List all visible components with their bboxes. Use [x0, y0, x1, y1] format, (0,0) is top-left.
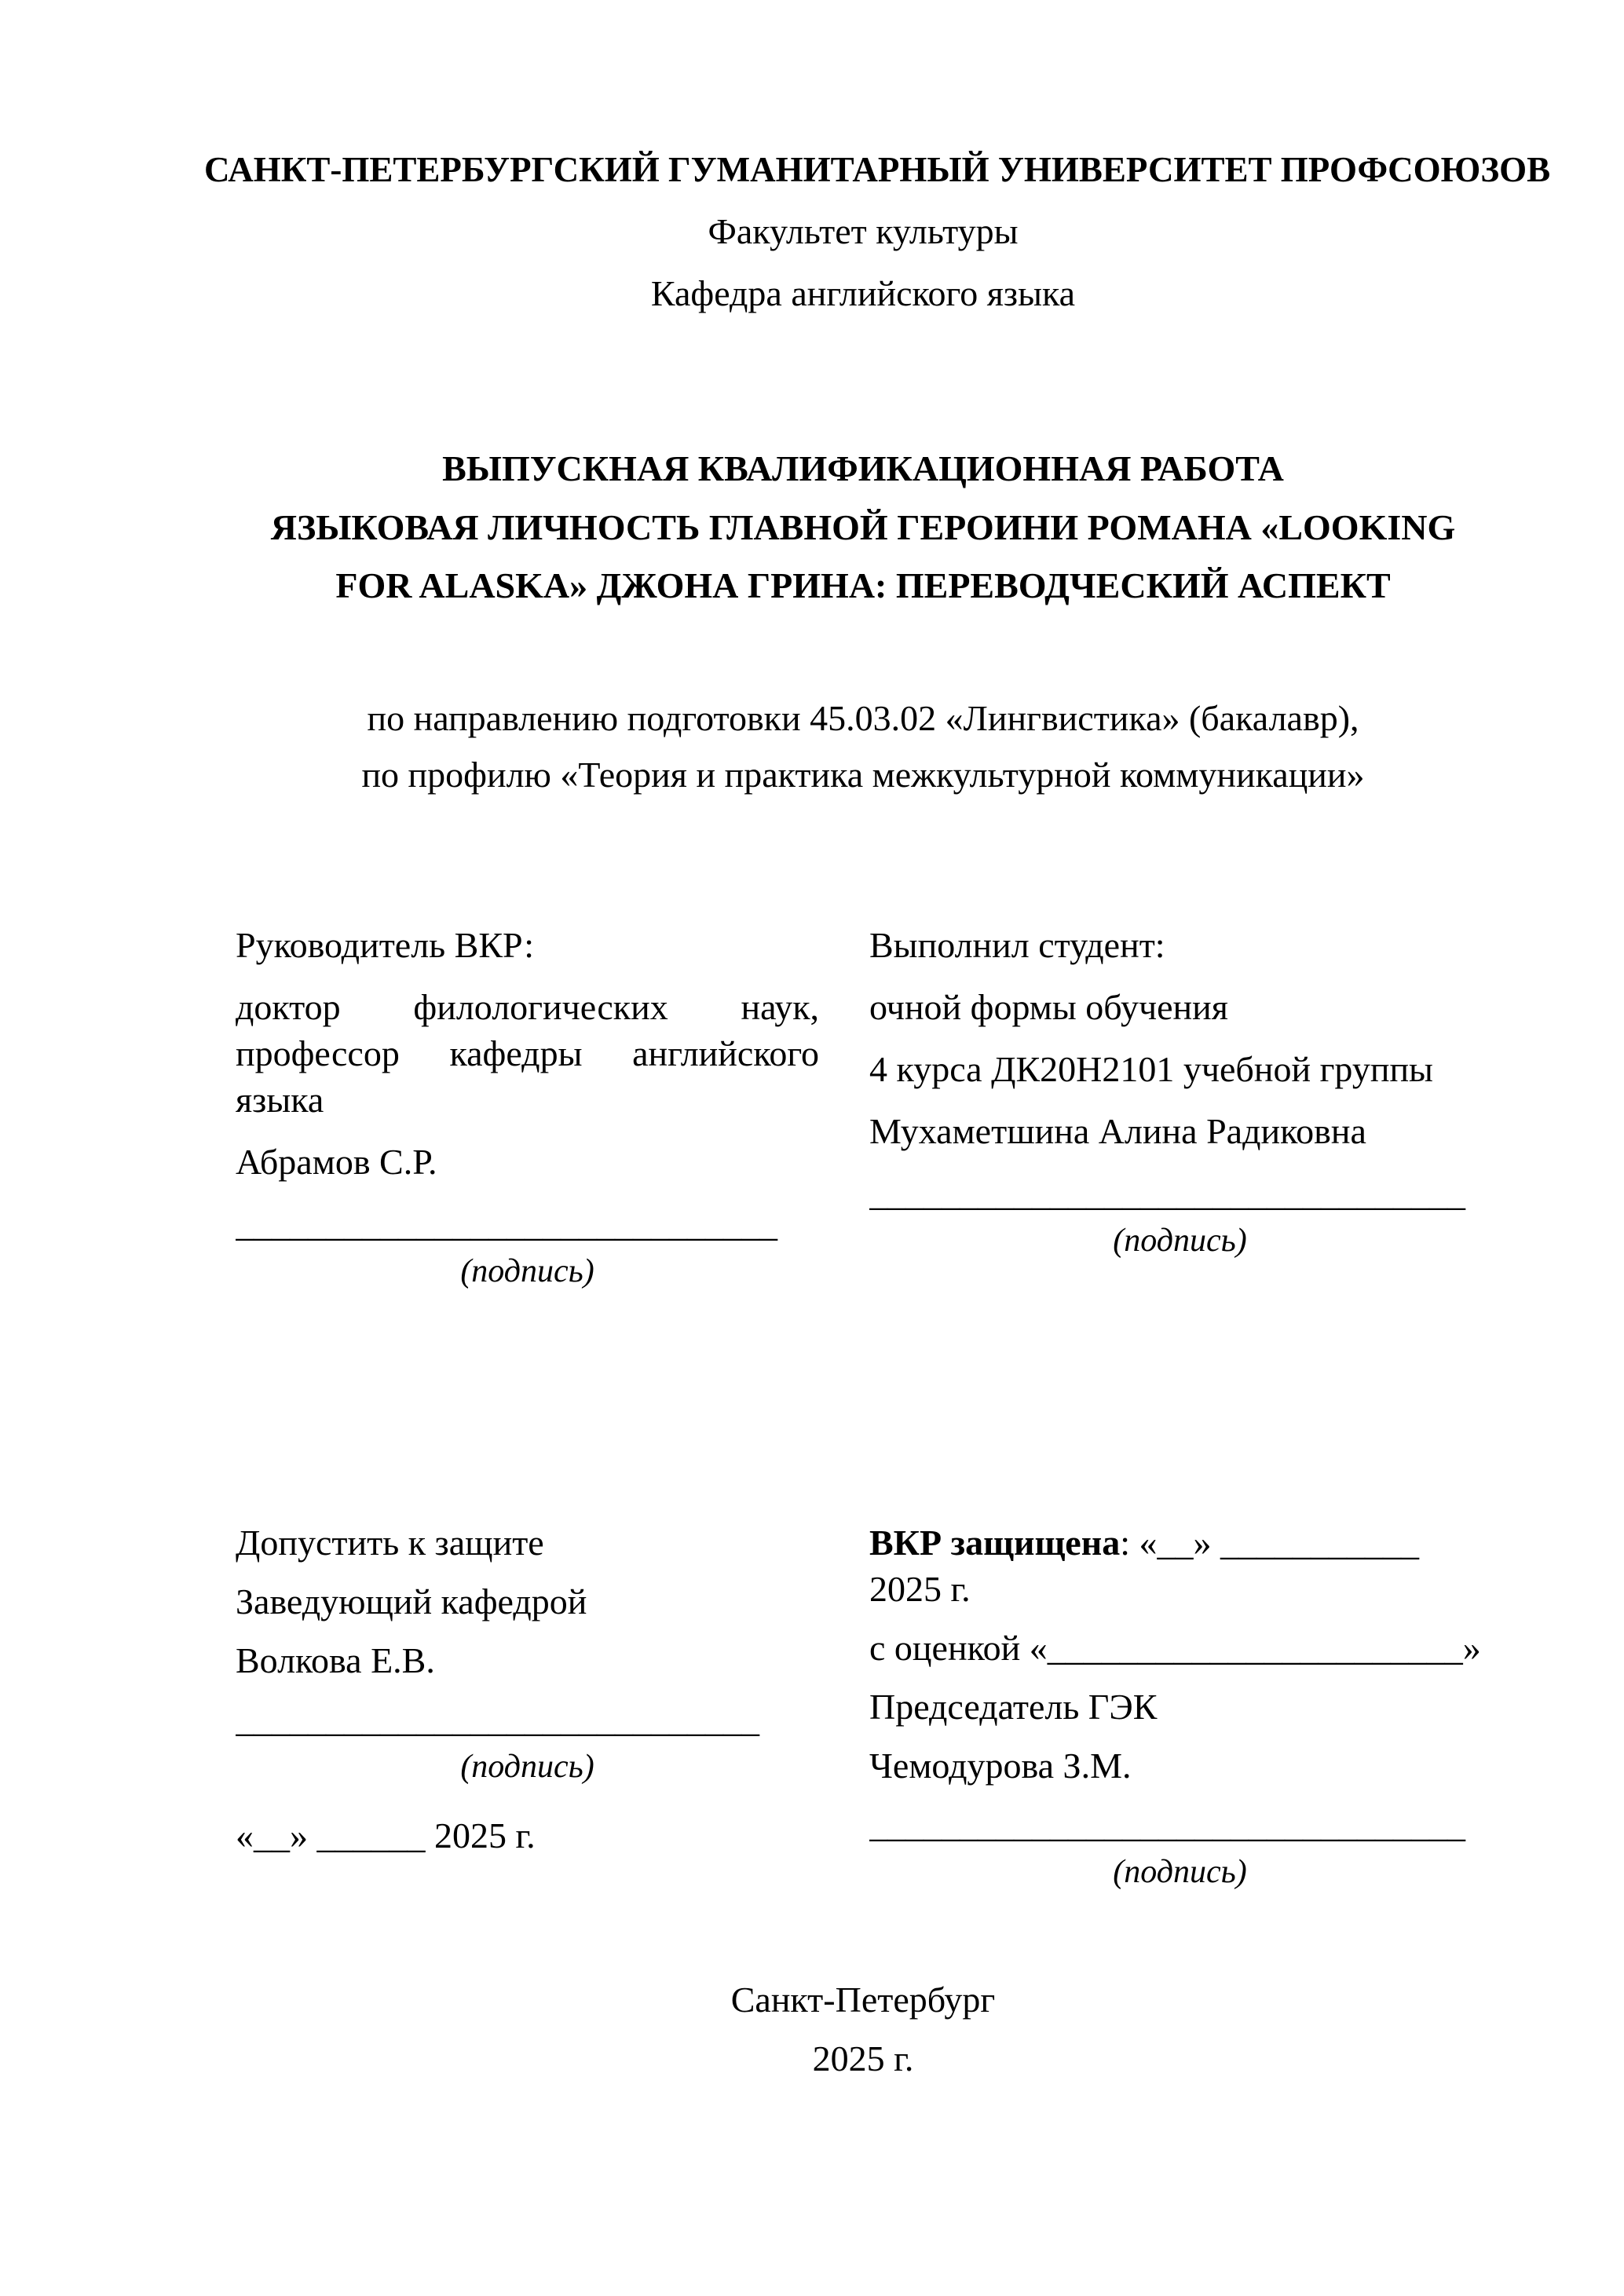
student-signature-caption: (подпись): [1113, 1222, 1247, 1259]
advisor-credentials: доктор филологических наук, профессор кафедры английского языка: [236, 986, 820, 1120]
student-study-form: очной формы обучения: [869, 986, 1228, 1027]
footer-block: [236, 1979, 1490, 2079]
head-of-department-label: Заведующий кафедрой: [236, 1581, 587, 1621]
defense-section: [869, 1519, 1490, 1916]
program-profile: по профилю «Теория и практика межкультурной коммуникации»: [361, 755, 1365, 795]
admission-defense-row: [236, 1519, 1490, 1916]
admission-date-line: «__» ______ 2025 г.: [236, 1815, 536, 1855]
student-section: [869, 922, 1490, 1285]
advisor-signature-caption: (подпись): [460, 1252, 594, 1289]
footer-city: Санкт-Петербург: [730, 1980, 996, 2020]
defense-signature-caption: (подпись): [1113, 1853, 1247, 1890]
admission-signature-line: _____________________________: [236, 1698, 759, 1739]
admission-signature-caption: (подпись): [460, 1748, 594, 1785]
program-block: [236, 690, 1490, 804]
student-signature-line: _________________________________: [869, 1172, 1465, 1213]
advisor-student-row: [236, 922, 1490, 1315]
student-name: Мухаметшина Алина Радиковна: [869, 1110, 1366, 1151]
admission-section: [236, 1519, 819, 1874]
advisor-signature-line: ______________________________: [236, 1203, 777, 1244]
student-group: 4 курса ДК20Н2101 учебной группы: [869, 1048, 1433, 1089]
footer-year: 2025 г.: [812, 2038, 914, 2078]
defense-date-line: [869, 1519, 1490, 1612]
gek-chair-name: Чемодурова З.М.: [869, 1745, 1132, 1786]
head-of-department-name: Волкова Е.В.: [236, 1640, 435, 1680]
advisor-role-label: Руководитель ВКР:: [236, 924, 535, 965]
work-type-title: ВЫПУСКНАЯ КВАЛИФИКАЦИОННАЯ РАБОТА: [442, 448, 1284, 488]
defense-signature-line: _________________________________: [869, 1804, 1465, 1844]
advisor-name: Абрамов С.Р.: [236, 1141, 437, 1182]
title-block: [236, 440, 1490, 616]
department-name: Кафедра английского языка: [650, 273, 1076, 313]
admission-line: Допустить к защите: [236, 1522, 544, 1563]
defense-date-rest: : «__» ___________ 2025 г.: [869, 1522, 1419, 1609]
program-direction: по направлению подготовки 45.03.02 «Лингвистика» (бакалавр),: [367, 697, 1359, 738]
defense-status-label: ВКР защищена: [869, 1522, 1121, 1563]
advisor-section: [236, 922, 819, 1315]
header-block: [204, 149, 1551, 314]
work-title: ЯЗЫКОВАЯ ЛИЧНОСТЬ ГЛАВНОЙ ГЕРОИНИ РОМАНА «LOOKING FOR ALASKA» ДЖОНА ГРИНА: ПЕРЕВОДЧЕСКИЙ АСПЕКТ: [270, 506, 1456, 606]
student-role-label: Выполнил студент:: [869, 924, 1165, 965]
gek-chair-label: Председатель ГЭК: [869, 1686, 1158, 1727]
faculty-name: Факультет культуры: [708, 211, 1019, 251]
university-name: САНКТ-ПЕТЕРБУРГСКИЙ ГУМАНИТАРНЫЙ УНИВЕРСИТЕТ ПРОФСОЮЗОВ: [204, 150, 1551, 189]
defense-grade-line: с оценкой «_______________________»: [869, 1627, 1481, 1668]
